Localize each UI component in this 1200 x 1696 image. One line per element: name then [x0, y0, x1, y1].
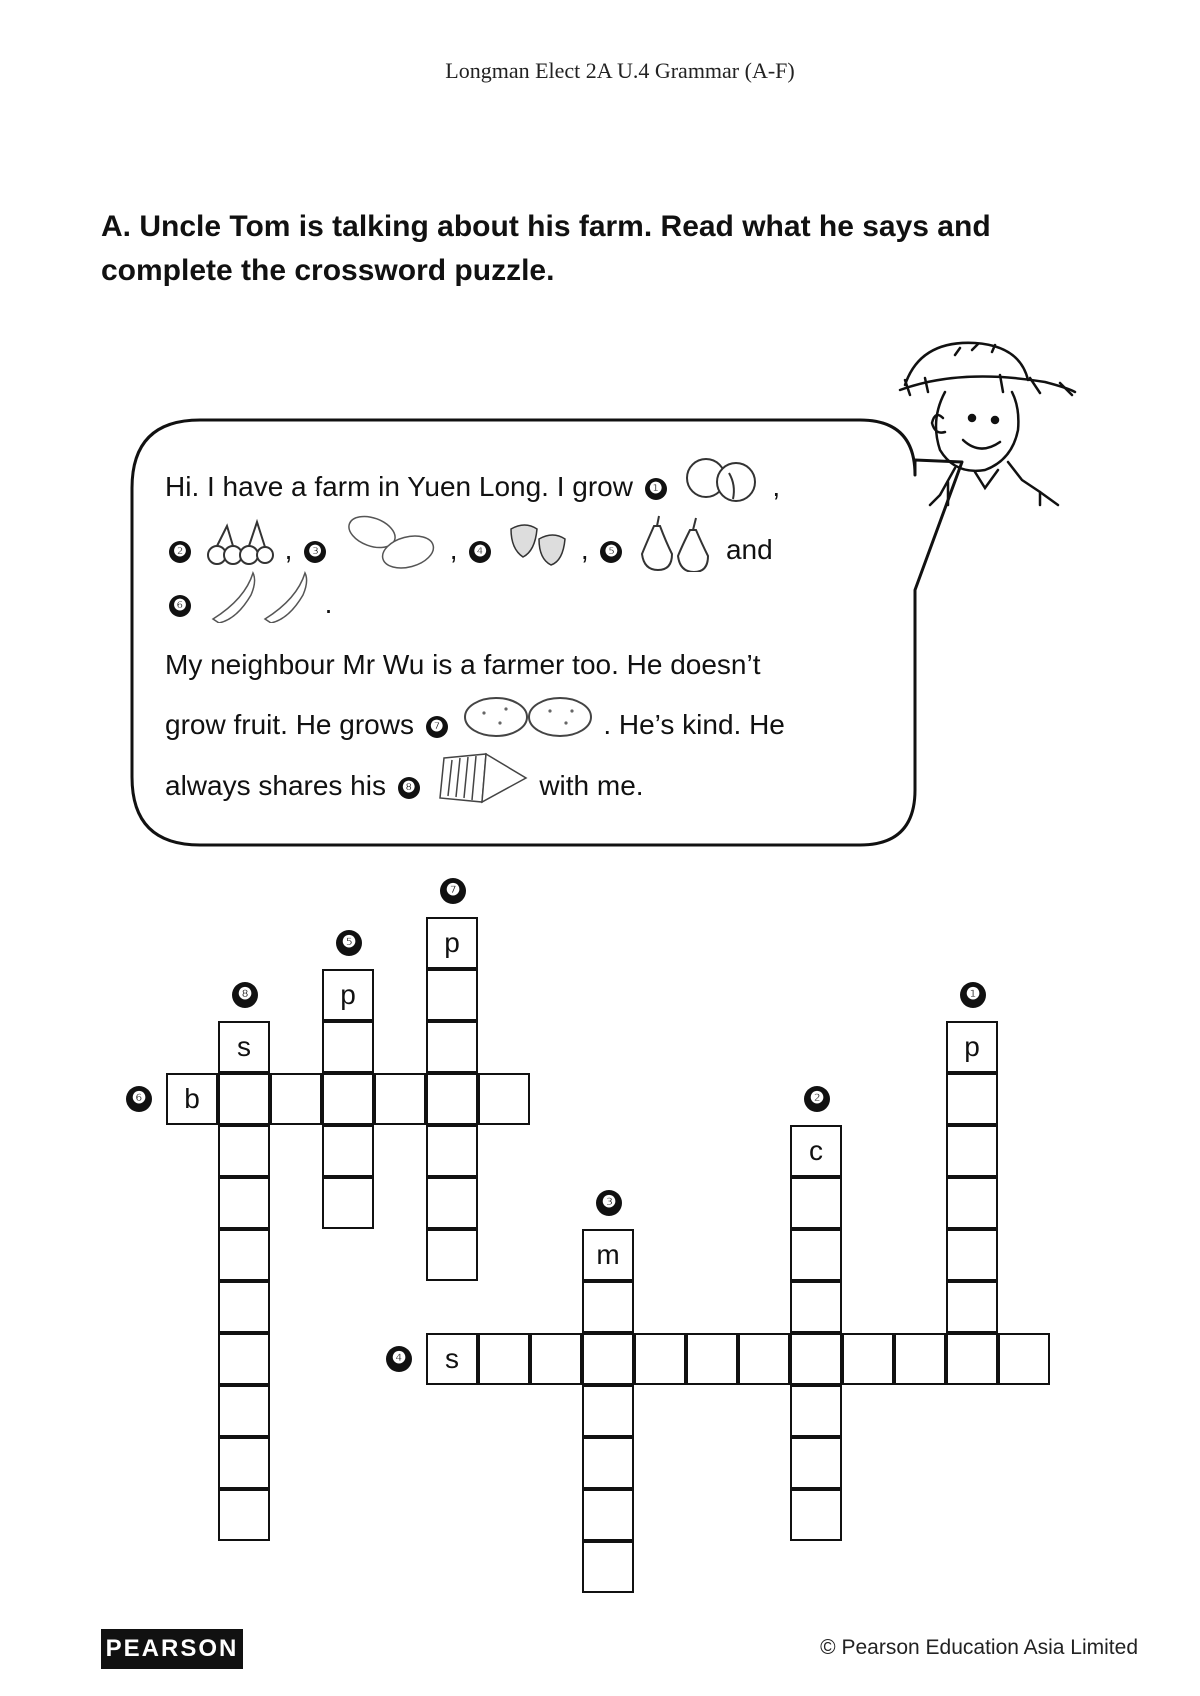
crossword-cell[interactable]: [790, 1385, 842, 1437]
clue-number: ❸: [596, 1190, 622, 1216]
crossword-cell[interactable]: [218, 1229, 270, 1281]
crossword-cell[interactable]: [842, 1333, 894, 1385]
clue-number: ❽: [232, 982, 258, 1008]
crossword-cell[interactable]: [790, 1489, 842, 1541]
crossword-cell[interactable]: [582, 1541, 634, 1593]
crossword-cell[interactable]: s: [426, 1333, 478, 1385]
comma-1: ,: [772, 470, 781, 502]
crossword-cell[interactable]: [270, 1073, 322, 1125]
crossword-cell[interactable]: [218, 1489, 270, 1541]
crossword-cell[interactable]: p: [426, 917, 478, 969]
crossword-cell[interactable]: [582, 1489, 634, 1541]
clue-number: ❶: [960, 982, 986, 1008]
instruction-line-1: A. Uncle Tom is talking about his farm. Read what he says and: [101, 210, 991, 243]
crossword-cell[interactable]: [530, 1333, 582, 1385]
crossword-cell[interactable]: [374, 1073, 426, 1125]
pears-icon: [636, 512, 716, 591]
crossword-cell[interactable]: [790, 1281, 842, 1333]
crossword-cell[interactable]: [218, 1385, 270, 1437]
speech-text-4: My neighbour Mr Wu is a farmer too. He doesn’t: [165, 649, 761, 680]
crossword-cell[interactable]: [478, 1333, 530, 1385]
crossword-cell[interactable]: [426, 1073, 478, 1125]
crossword-cell[interactable]: [426, 1125, 478, 1177]
bananas-icon: [205, 569, 315, 642]
instruction-line-2: complete the crossword puzzle.: [101, 254, 555, 287]
sandwiches-icon: [434, 750, 530, 825]
clue-number: ❷: [804, 1086, 830, 1112]
speech-line-6: [165, 750, 885, 807]
crossword-cell[interactable]: [582, 1437, 634, 1489]
crossword-cell[interactable]: b: [166, 1073, 218, 1125]
crossword-cell[interactable]: [322, 1125, 374, 1177]
marker-2: ❷: [169, 541, 191, 563]
crossword-cell[interactable]: [582, 1281, 634, 1333]
speech-text-6a: always shares his: [165, 769, 386, 801]
marker-1: ❶: [645, 478, 667, 500]
clue-number: ❺: [336, 930, 362, 956]
speech-text: [165, 455, 885, 807]
crossword-cell[interactable]: [738, 1333, 790, 1385]
clue-number: ❻: [126, 1086, 152, 1112]
speech-text-5a: grow fruit. He grows: [165, 708, 414, 740]
speech-line-5: [165, 693, 885, 750]
crossword-cell[interactable]: [686, 1333, 738, 1385]
crossword-cell[interactable]: [218, 1333, 270, 1385]
crossword-cell[interactable]: [634, 1333, 686, 1385]
crossword-cell[interactable]: p: [322, 969, 374, 1021]
crossword-cell[interactable]: [218, 1281, 270, 1333]
crossword-cell[interactable]: [946, 1125, 998, 1177]
crossword-cell[interactable]: [426, 1021, 478, 1073]
crossword-cell[interactable]: s: [218, 1021, 270, 1073]
clue-number: ❼: [440, 878, 466, 904]
marker-7: ❼: [426, 716, 448, 738]
and-text: and: [725, 533, 773, 565]
copyright: © Pearson Education Asia Limited: [820, 1636, 1138, 1659]
pearson-logo: PEARSON: [101, 1629, 243, 1669]
crossword-cell[interactable]: [322, 1177, 374, 1229]
marker-8: ❽: [398, 777, 420, 799]
crossword-cell[interactable]: [582, 1385, 634, 1437]
crossword-cell[interactable]: [946, 1333, 998, 1385]
crossword-cell[interactable]: [790, 1229, 842, 1281]
crossword-cell[interactable]: [426, 1229, 478, 1281]
crossword-cell[interactable]: p: [946, 1021, 998, 1073]
period-1: .: [324, 587, 333, 619]
crossword-cell[interactable]: [218, 1437, 270, 1489]
clue-number: ❹: [386, 1346, 412, 1372]
speech-text-1: Hi. I have a farm in Yuen Long. I grow: [165, 470, 633, 502]
crossword-cell[interactable]: [218, 1073, 270, 1125]
crossword-cell[interactable]: m: [582, 1229, 634, 1281]
marker-6: ❻: [169, 595, 191, 617]
strawberries-icon: [505, 517, 571, 586]
comma-2: ,: [284, 533, 293, 565]
crossword-cell[interactable]: [790, 1437, 842, 1489]
crossword-cell[interactable]: [322, 1021, 374, 1073]
crossword-cell[interactable]: [946, 1073, 998, 1125]
crossword-cell[interactable]: [218, 1125, 270, 1177]
mangoes-icon: [340, 514, 440, 589]
comma-4: ,: [580, 533, 589, 565]
speech-line-1: [165, 455, 885, 512]
crossword-cell[interactable]: [946, 1229, 998, 1281]
speech-line-2: [165, 512, 885, 569]
crossword-cell[interactable]: [218, 1177, 270, 1229]
speech-text-5b: . He’s kind. He: [603, 708, 785, 740]
crossword-cell[interactable]: [322, 1073, 374, 1125]
marker-5: ❺: [600, 541, 622, 563]
crossword-cell[interactable]: [426, 1177, 478, 1229]
comma-3: ,: [449, 533, 458, 565]
crossword-cell[interactable]: [582, 1333, 634, 1385]
marker-3: ❸: [304, 541, 326, 563]
marker-4: ❹: [469, 541, 491, 563]
page-header: Longman Elect 2A U.4 Grammar (A-F): [445, 58, 795, 83]
crossword-cell[interactable]: [894, 1333, 946, 1385]
speech-text-6b: with me.: [539, 769, 644, 801]
crossword-cell[interactable]: [790, 1177, 842, 1229]
crossword-cell[interactable]: c: [790, 1125, 842, 1177]
crossword-cell[interactable]: [478, 1073, 530, 1125]
crossword-cell[interactable]: [426, 969, 478, 1021]
crossword-cell[interactable]: [946, 1281, 998, 1333]
crossword-cell[interactable]: [998, 1333, 1050, 1385]
crossword-cell[interactable]: [946, 1177, 998, 1229]
crossword-cell[interactable]: [790, 1333, 842, 1385]
